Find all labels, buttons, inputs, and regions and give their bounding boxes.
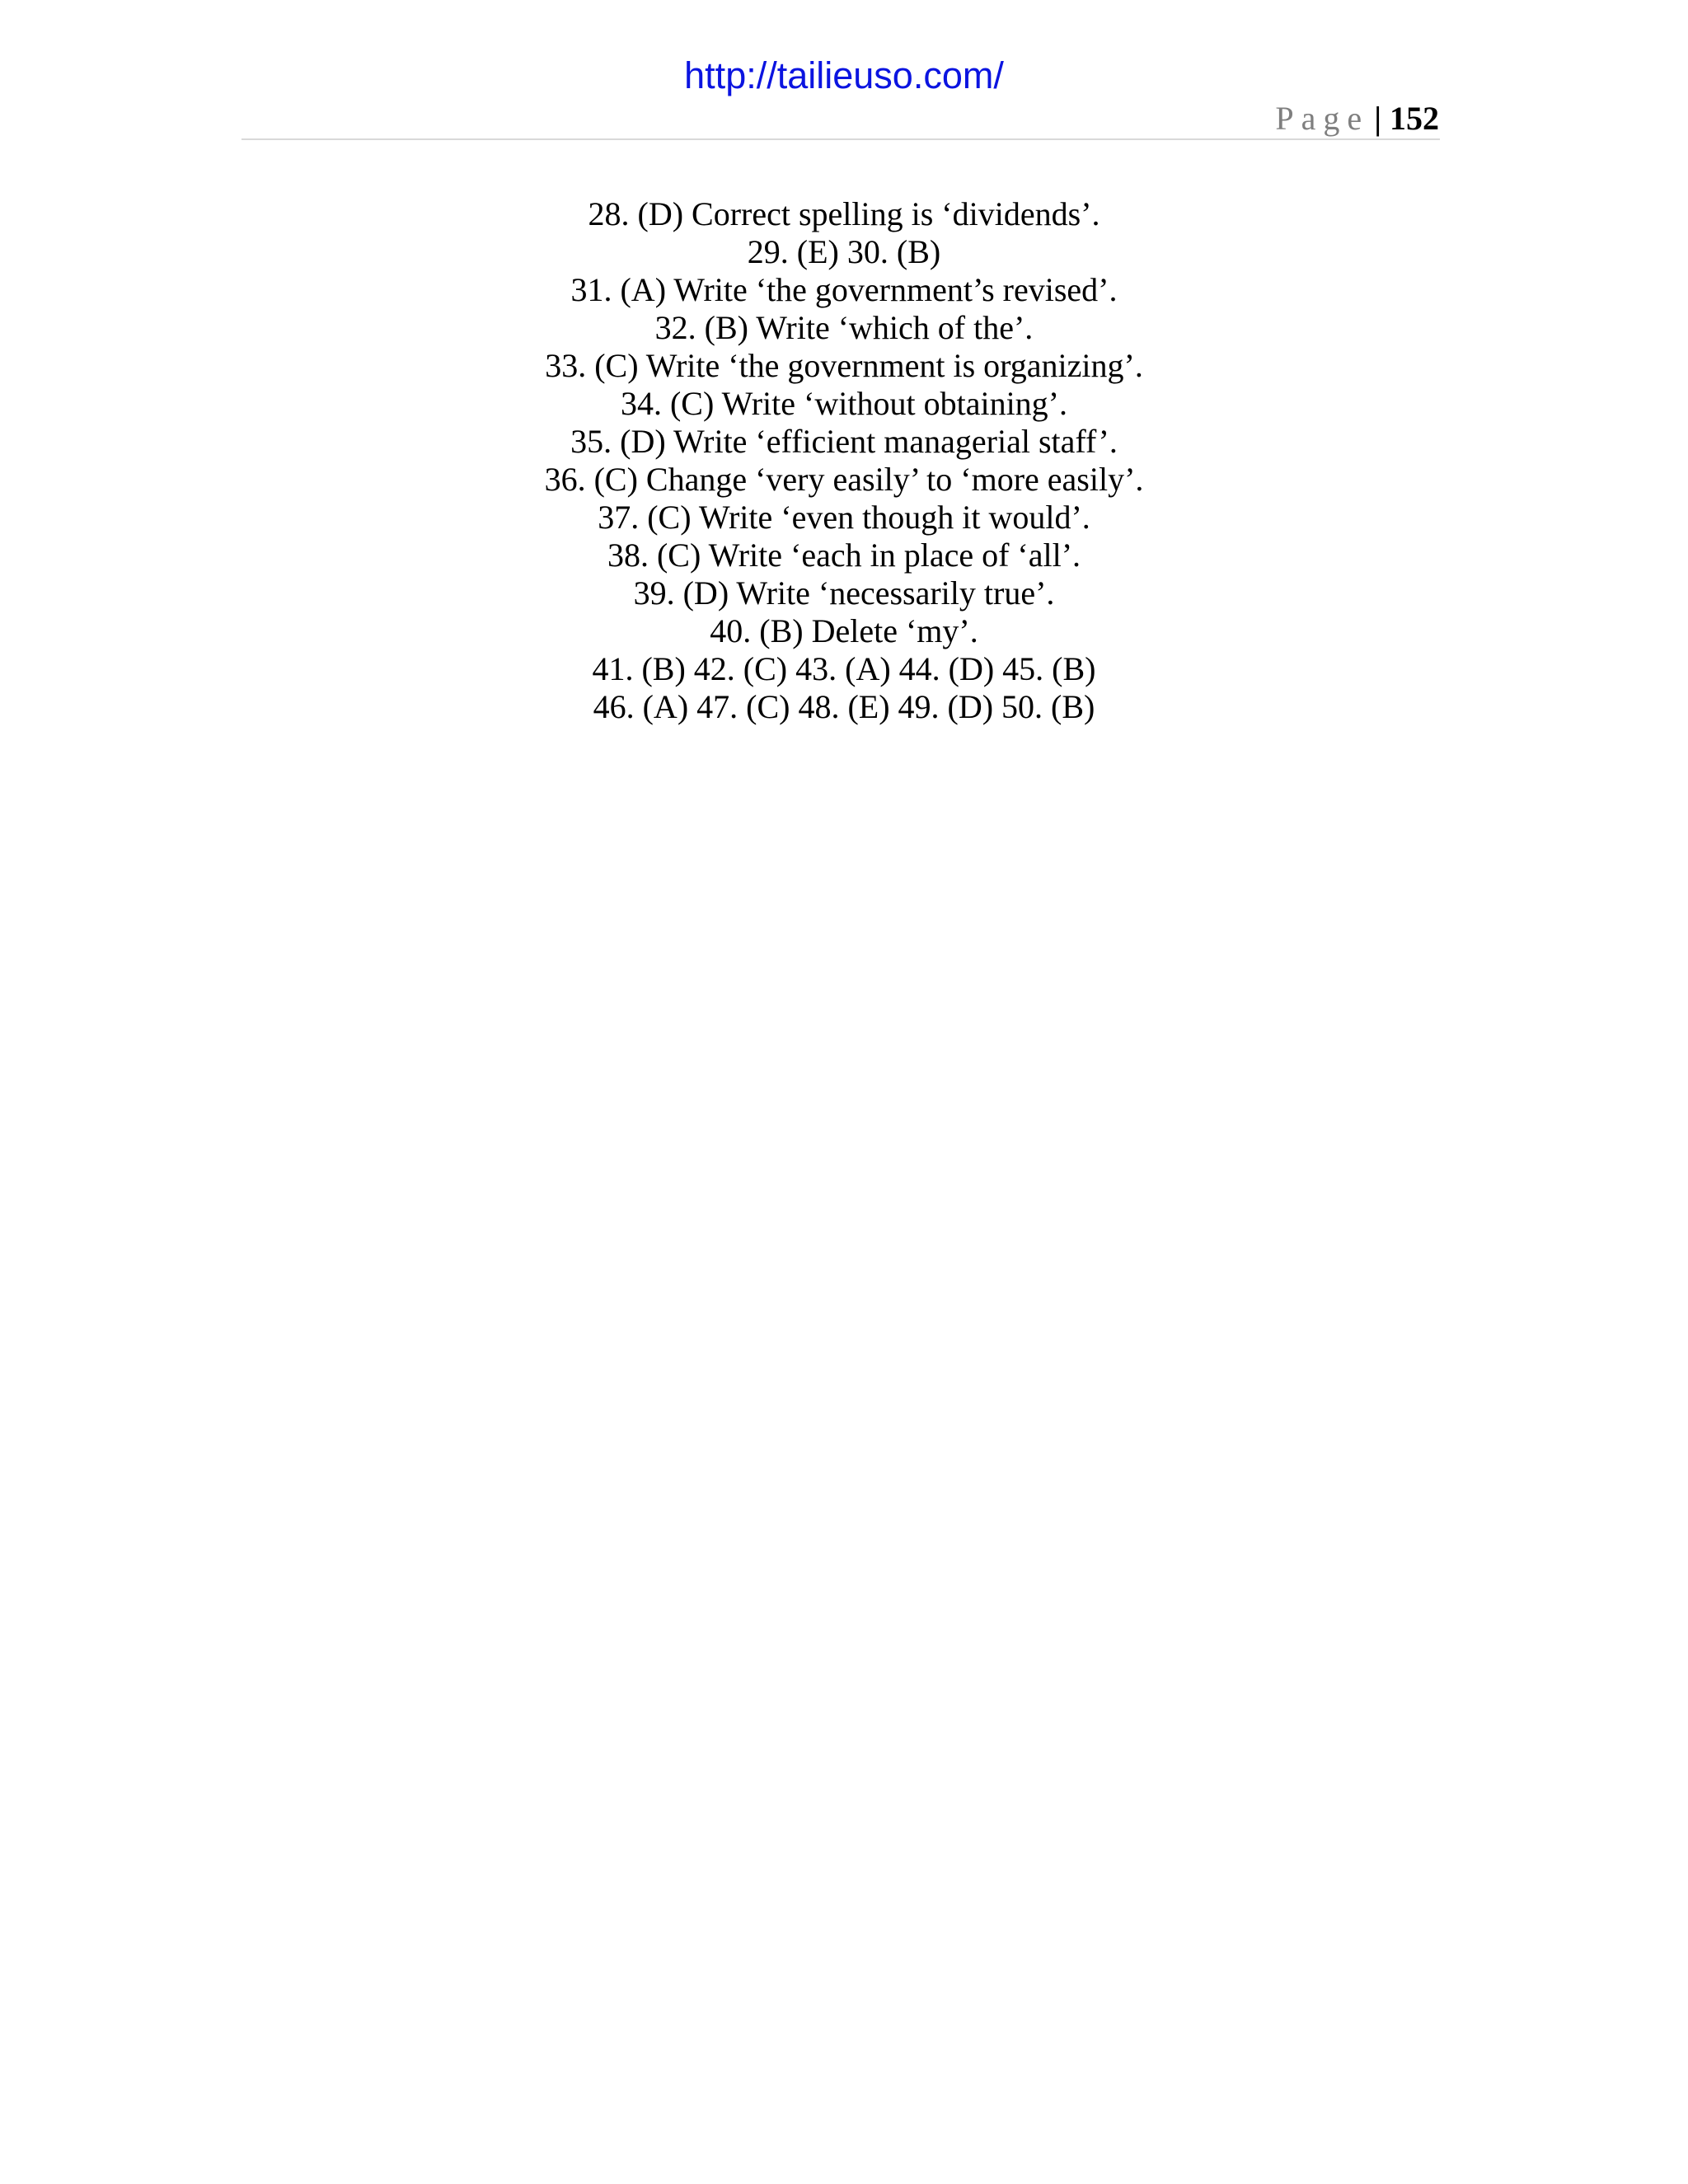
page-separator: | [1374, 100, 1381, 137]
page-number: 152 [1390, 100, 1439, 137]
answer-line: 46. (A) 47. (C) 48. (E) 49. (D) 50. (B) [593, 688, 1095, 725]
answer-line: 31. (A) Write ‘the government’s revised’. [570, 271, 1118, 308]
header-divider [241, 138, 1440, 140]
answer-line: 37. (C) Write ‘even though it would’. [598, 499, 1090, 536]
answer-line: 36. (C) Change ‘very easily’ to ‘more easily’. [544, 461, 1144, 498]
answer-line: 35. (D) Write ‘efficient managerial staff’. [570, 423, 1118, 460]
answer-line: 40. (B) Delete ‘my’. [710, 612, 978, 649]
answer-line: 33. (C) Write ‘the government is organizing’. [545, 347, 1143, 384]
header-url-link[interactable]: http://tailieuso.com/ [684, 54, 1004, 96]
answer-line: 32. (B) Write ‘which of the’. [654, 309, 1034, 346]
page-number-label [1275, 96, 1439, 142]
answer-line: 41. (B) 42. (C) 43. (A) 44. (D) 45. (B) [592, 650, 1096, 687]
answer-line: 39. (D) Write ‘necessarily true’. [633, 574, 1055, 612]
answer-line: 28. (D) Correct spelling is ‘dividends’. [588, 195, 1100, 232]
answer-key-list [0, 195, 1688, 726]
page-word: Page [1275, 100, 1370, 137]
answer-line: 38. (C) Write ‘each in place of ‘all’. [607, 537, 1081, 574]
answer-line: 34. (C) Write ‘without obtaining’. [620, 385, 1067, 422]
answer-line: 29. (E) 30. (B) [747, 233, 941, 270]
